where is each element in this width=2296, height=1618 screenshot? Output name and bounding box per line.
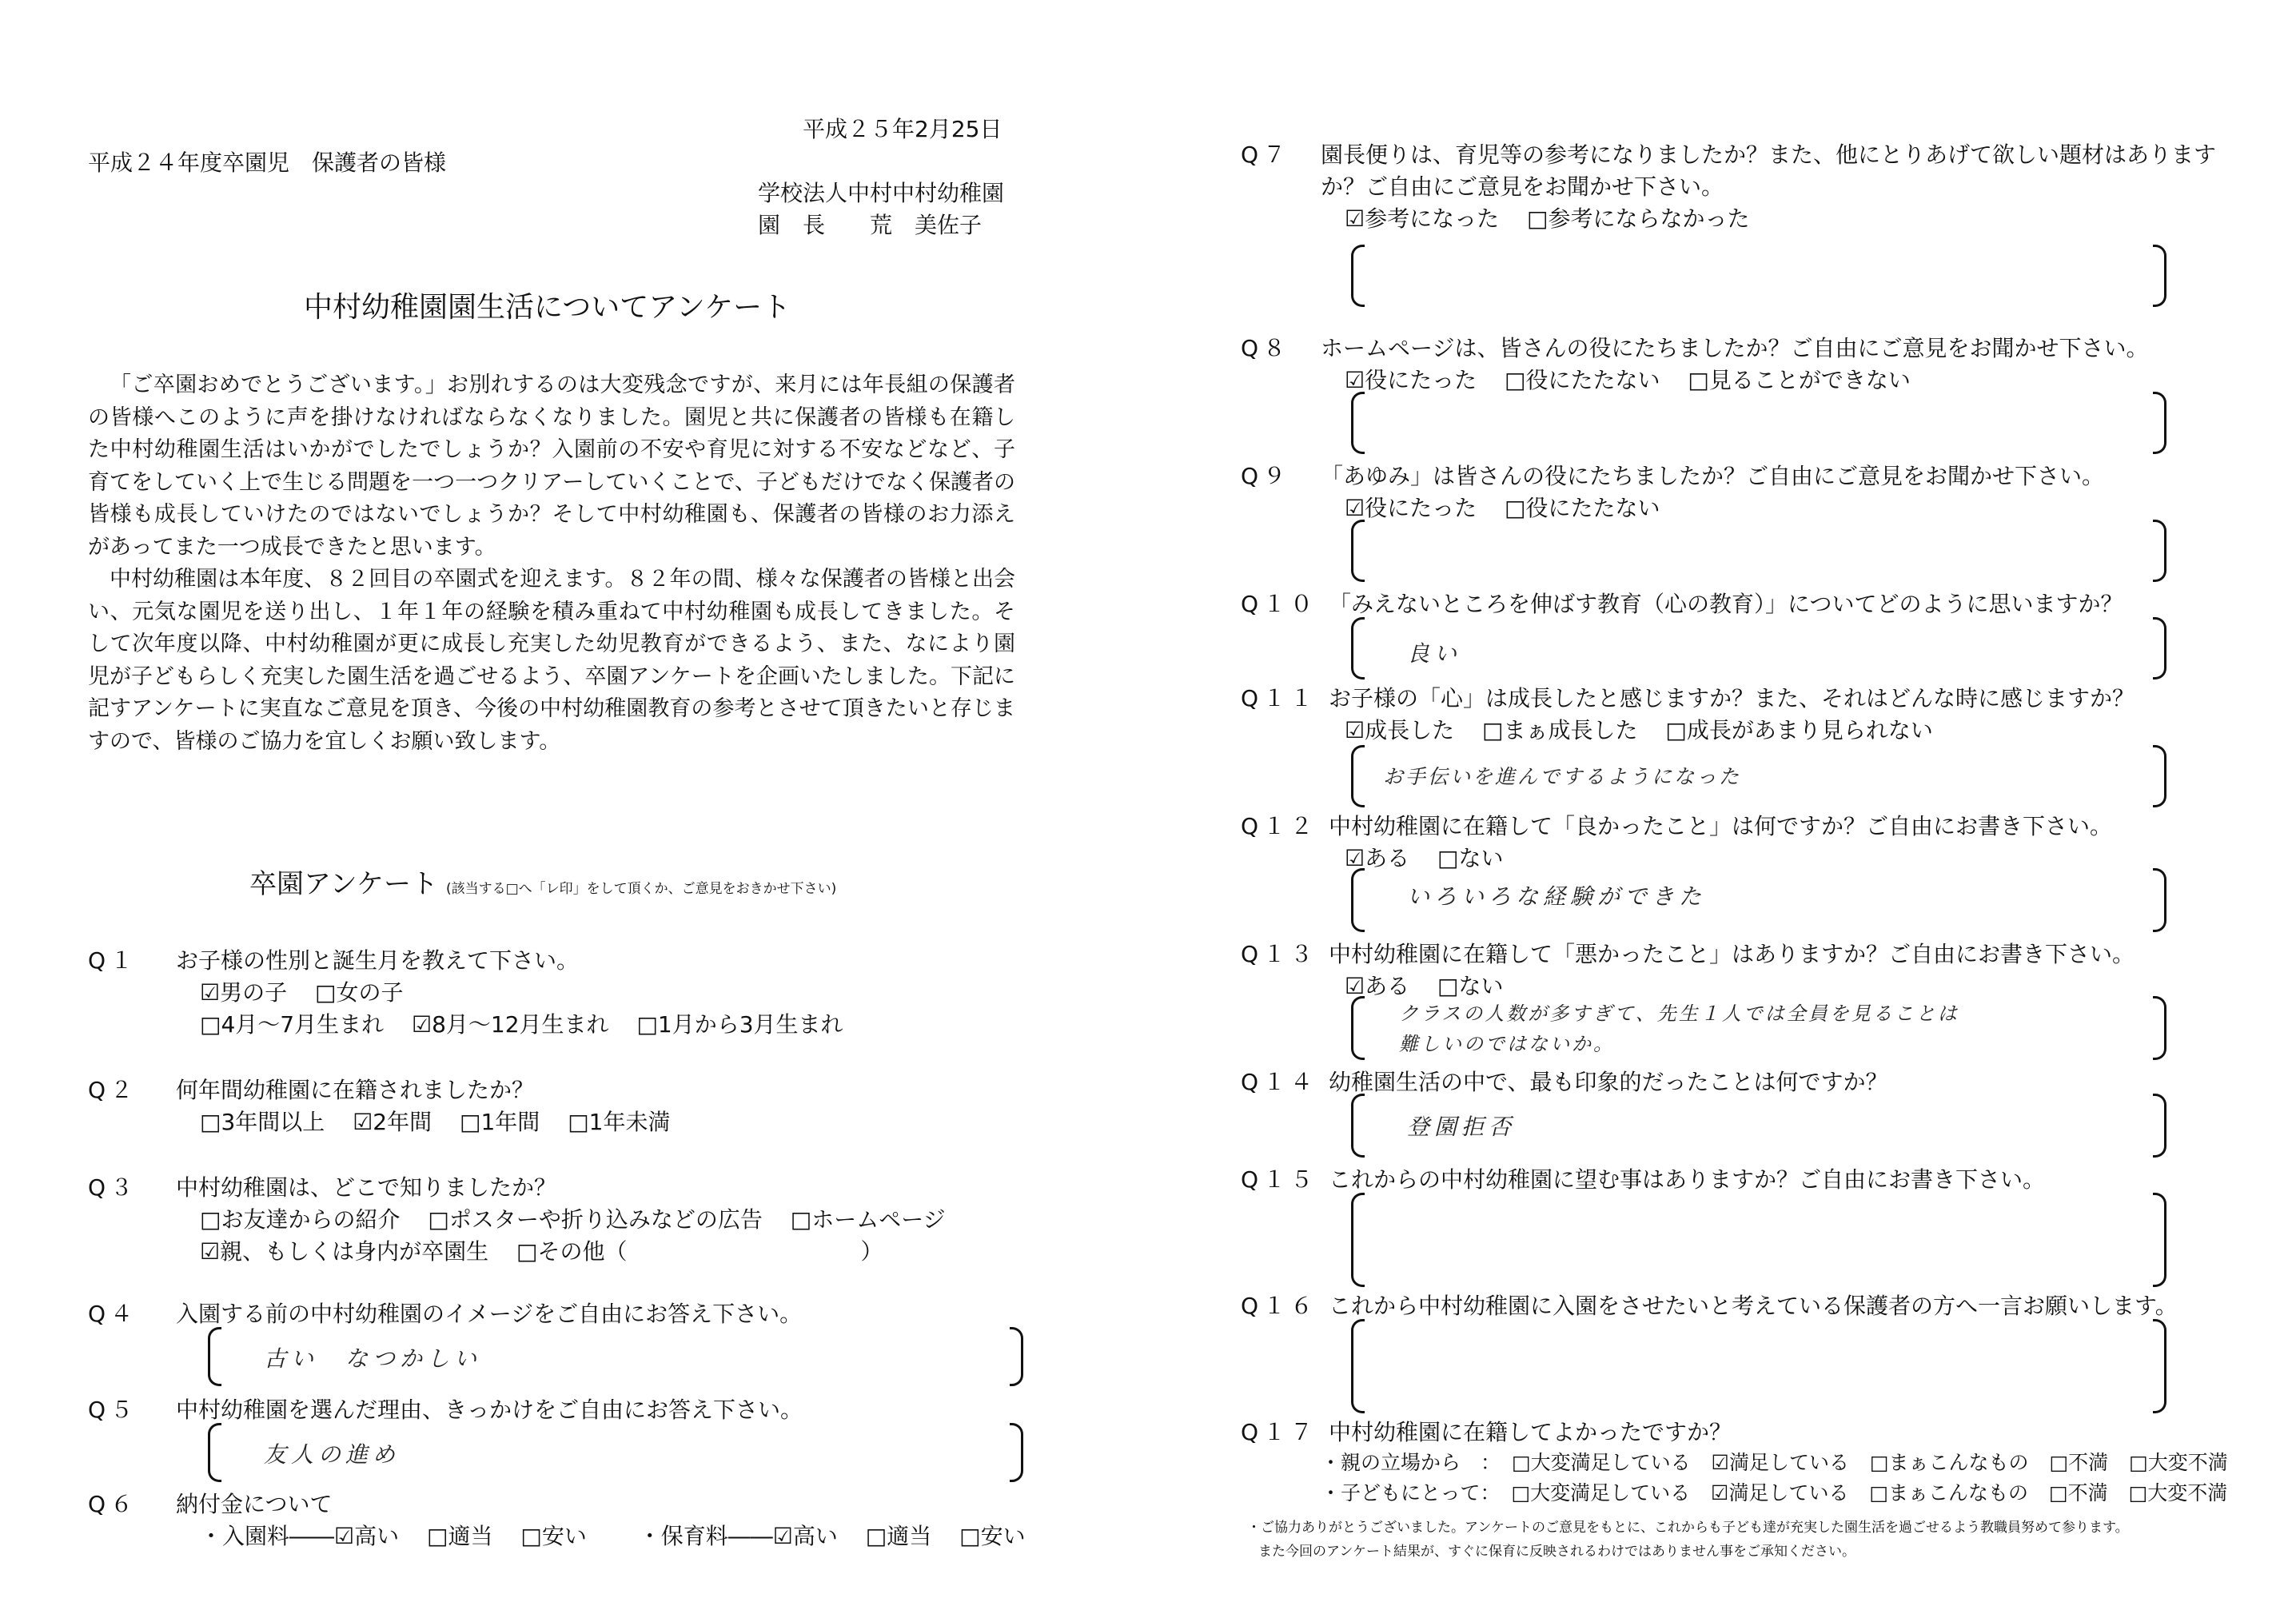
q6-tuition-cheap[interactable]: □安い [959,1523,1026,1549]
q5-answer: 友人の進め [264,1441,401,1468]
question-q16 [1241,1289,2256,1409]
question-q11 [1241,681,2256,809]
question-q6 [88,1487,1026,1559]
question-q13 [1241,937,2256,1065]
q9-option-useful[interactable]: ☑役にたった [1345,495,1477,521]
q15-number: Q１５ [1241,1166,1318,1193]
q11-answer: お手伝いを進んでするようになった [1383,765,1742,788]
q1-option-apr-jul[interactable]: □4月～7月生まれ [200,1011,385,1038]
q12-answer-box[interactable] [1351,868,2166,932]
q11-number: Q１１ [1241,685,1318,711]
q6-number: Q６ [88,1491,138,1517]
q2-text: 何年間幼稚園に在籍されましたか？ [176,1077,535,1103]
q14-answer-box[interactable] [1351,1094,2166,1158]
q17-parent-label: ・親の立場から ： [1321,1451,1501,1474]
q1-option-girl[interactable]: □女の子 [315,979,404,1006]
q17-child-so-so[interactable]: □まぁこんなもの [1869,1481,2029,1504]
principal-name: 園 長 荒 美佐子 [758,212,983,238]
q6-tuition-fair[interactable]: □適当 [865,1523,932,1549]
document-date: 平成２５年2月25日 [803,116,1003,142]
q2-number: Q２ [88,1077,138,1103]
question-q9 [1241,459,2256,587]
q16-text: これから中村幼稚園に入園をさせたいと考えている保護者の方へ一言お願いします。 [1329,1293,2178,1319]
organization-name: 学校法人中村中村幼稚園 [758,180,1005,206]
q13-option-yes[interactable]: ☑ある [1345,973,1410,999]
page-title: 中村幼稚園園生活についてアンケート [304,291,791,324]
q10-text: 「みえないところを伸ばす教育（心の教育）」についてどのように思いますか？ [1329,591,2123,617]
q15-text: これからの中村幼稚園に望む事はありますか？ご自由にお書き下さい。 [1329,1166,2046,1193]
q17-parent-satisfied[interactable]: ☑満足している [1711,1451,1849,1474]
question-q8 [1241,331,2256,459]
q3-option-homepage[interactable]: □ホームページ [790,1206,946,1233]
question-q14 [1241,1065,2256,1161]
q17-child-satisfied[interactable]: ☑満足している [1711,1481,1849,1504]
q9-text: 「あゆみ」は皆さんの役にたちましたか？ご自由にご意見をお聞かせ下さい。 [1321,463,2105,489]
q15-answer-box[interactable] [1351,1193,2166,1287]
q3-text: 中村幼稚園は、どこで知りましたか？ [176,1174,557,1201]
question-q4 [88,1297,1023,1385]
q16-number: Q１６ [1241,1293,1318,1319]
q10-answer-box[interactable] [1351,617,2166,679]
question-q10 [1241,587,2256,683]
q8-option-cannot-view[interactable]: □見ることができない [1688,367,1911,393]
q13-answer-line1: クラスの人数が多すぎて、先生１人では全員を見ることは [1399,1002,1959,1025]
q6-tuition-high[interactable]: ・保育料――☑高い [638,1523,838,1549]
q8-answer-box[interactable] [1351,392,2166,454]
q13-answer-box[interactable] [1351,996,2166,1060]
question-q7 [1241,137,2256,321]
question-q17 [1241,1415,2256,1511]
q12-option-yes[interactable]: ☑ある [1345,845,1410,871]
q2-option-1yr[interactable]: □1年間 [460,1109,540,1135]
q7-text: 園長便りは、育児等の参考になりましたか？また、他にとりあげて欲しい題材はあります [1321,141,2217,168]
q7-number: Q７ [1241,141,1291,168]
q16-answer-box[interactable] [1351,1319,2166,1413]
q17-child-dissatisfied[interactable]: □不満 [2049,1481,2108,1504]
q1-number: Q１ [88,947,138,974]
intro-text [88,369,1015,758]
q8-option-useful[interactable]: ☑役にたった [1345,367,1477,393]
q11-option-grew[interactable]: ☑成長した [1345,717,1455,743]
q10-answer: 良い [1407,640,1462,667]
q5-number: Q５ [88,1397,138,1423]
intro-paragraph-1: 「ご卒園おめでとうございます。」お別れするのは大変残念ですが、来月には年長組の保護者の皆様へこのように声を掛けなければならなくなりました。園児と共に保護者の皆様も在籍した中村幼稚園生活はいかがでしたでしょうか？入園前の不安や育児に対する不安などなど、子育てをしていく上で生じる問題を一つ一つクリアーしていくことで、子どもだけでなく保護者の皆様も成長していけたのではないでしょうか？そして中村幼稚園も、保護者の皆様のお力添えがあってまた一つ成長できたと思います。 [88,373,1015,560]
q17-parent-very-satisfied[interactable]: □大変満足している [1511,1451,1691,1474]
q17-text: 中村幼稚園に在籍してよかったですか？ [1329,1419,1732,1445]
q8-option-not-useful[interactable]: □役にたたない [1505,367,1660,393]
q14-answer: 登園拒否 [1407,1114,1517,1140]
q3-option-friend[interactable]: □お友達からの紹介 [200,1206,401,1233]
q4-number: Q４ [88,1301,138,1327]
q13-option-no[interactable]: □ない [1437,973,1504,999]
q8-number: Q８ [1241,335,1291,361]
q2-option-under-1yr[interactable]: □1年未満 [568,1109,671,1135]
survey-heading-note: (該当する□へ「レ印」をして頂くか、ご意見をおきかせ下さい) [445,881,837,897]
q7-option-useful[interactable]: ☑参考になった [1345,205,1500,232]
q6-text: 納付金について [176,1491,333,1517]
q6-enrollment-fair[interactable]: □適当 [427,1523,493,1549]
survey-heading-label: 卒園アンケート [249,868,438,900]
q12-text: 中村幼稚園に在籍して「良かったこと」は何ですか？ご自由にお書き下さい。 [1329,813,2113,839]
intro-paragraph-2: 中村幼稚園は本年度、８２回目の卒園式を迎えます。８２年の間、様々な保護者の皆様と出会い、元気な園児を送り出し、１年１年の経験を積み重ねて中村幼稚園も成長してきました。そして次年度以降、中村幼稚園が更に成長し充実した幼児教育ができるよう、また、なにより園児が子どもらしく充実した園生活を過ごせるよう、卒園アンケートを企画いたしました。下記に記すアンケートに実直なご意見を頂き、今後の中村幼稚園教育の参考とさせて頂きたいと存じますので、皆様のご協力を宜しくお願い致します。 [88,567,1015,754]
addressee: 平成２４年度卒園児 保護者の皆様 [88,149,447,176]
q1-option-aug-dec[interactable]: ☑8月～12月生まれ [412,1011,609,1038]
q9-option-not-useful[interactable]: □役にたたない [1505,495,1660,521]
question-q5 [88,1393,1023,1481]
q6-enrollment-high[interactable]: ・入園料――☑高い [200,1523,400,1549]
q4-answer: 古い なつかしい [264,1345,482,1372]
q9-answer-box[interactable] [1351,520,2166,582]
q7-answer-box[interactable] [1351,245,2166,307]
q3-option-family[interactable]: ☑親、もしくは身内が卒園生 [200,1238,489,1265]
question-q1 [88,943,1007,1039]
q2-option-3yrs[interactable]: □3年間以上 [200,1109,325,1135]
q17-child-label: ・子どもにとって： [1321,1481,1501,1504]
q3-number: Q３ [88,1174,138,1201]
q17-parent-dissatisfied[interactable]: □不満 [2049,1451,2109,1474]
footer-note-2: また今回のアンケート結果が、すぐに保育に反映されるわけではありません事をご承知ください。 [1258,1544,1856,1560]
q1-option-boy[interactable]: ☑男の子 [200,979,288,1006]
q17-parent-very-dissatisfied[interactable]: □大変不満 [2129,1451,2228,1474]
q8-text: ホームページは、皆さんの役にたちましたか？ご自由にご意見をお聞かせ下さい。 [1321,335,2149,361]
q11-option-little[interactable]: □成長があまり見られない [1665,717,1933,743]
q3-other-close: ） [860,1238,883,1265]
q11-text: お子様の「心」は成長したと感じますか？また、それはどんな時に感じますか？ [1329,685,2135,711]
q12-number: Q１２ [1241,813,1318,839]
q12-answer: いろいろな経験ができた [1407,883,1707,910]
q7-option-not-useful[interactable]: □参考にならなかった [1527,205,1750,232]
q7-text-cont: か？ご自由にご意見をお聞かせ下さい。 [1321,173,1724,200]
footer-note-1: ・ご協力ありがとうございました。アンケートのご意見をもとに、これからも子ども達が充実した園生活を過ごせるよう教職員努めて参ります。 [1247,1520,2129,1536]
q4-text: 入園する前の中村幼稚園のイメージをご自由にお答え下さい。 [176,1301,803,1327]
q13-text: 中村幼稚園に在籍して「悪かったこと」はありますか？ご自由にお書き下さい。 [1329,941,2135,967]
q2-option-2yrs[interactable]: ☑2年間 [353,1109,432,1135]
q11-option-somewhat[interactable]: □まぁ成長した [1482,717,1638,743]
question-q15 [1241,1162,2256,1282]
q1-option-jan-mar[interactable]: □1月から3月生まれ [636,1011,843,1038]
question-q3 [88,1170,1007,1266]
q17-parent-so-so[interactable]: □まぁこんなもの [1869,1451,2029,1474]
q11-answer-box[interactable] [1351,745,2166,807]
q5-answer-box[interactable] [208,1423,1023,1482]
q5-text: 中村幼稚園を選んだ理由、きっかけをご自由にお答え下さい。 [176,1397,803,1423]
q14-number: Q１４ [1241,1069,1318,1095]
question-q2 [88,1073,1007,1137]
q14-text: 幼稚園生活の中で、最も印象的だったことは何ですか？ [1329,1069,1888,1095]
question-q12 [1241,809,2256,937]
q9-number: Q９ [1241,463,1291,489]
q10-number: Q１０ [1241,591,1318,617]
q4-answer-box[interactable] [208,1327,1023,1386]
q3-option-other[interactable]: □その他（ [516,1238,628,1265]
survey-heading [249,862,836,901]
q6-enrollment-cheap[interactable]: □安い [520,1523,587,1549]
q17-number: Q１７ [1241,1419,1318,1445]
q3-option-ads[interactable]: □ポスターや折り込みなどの広告 [428,1206,763,1233]
q17-child-very-dissatisfied[interactable]: □大変不満 [2128,1481,2228,1504]
q17-child-very-satisfied[interactable]: □大変満足している [1511,1481,1691,1504]
q13-number: Q１３ [1241,941,1318,967]
q13-answer-line2: 難しいのではないか。 [1399,1033,1615,1055]
q1-text: お子様の性別と誕生月を教えて下さい。 [176,947,580,974]
q12-option-no[interactable]: □ない [1437,845,1504,871]
